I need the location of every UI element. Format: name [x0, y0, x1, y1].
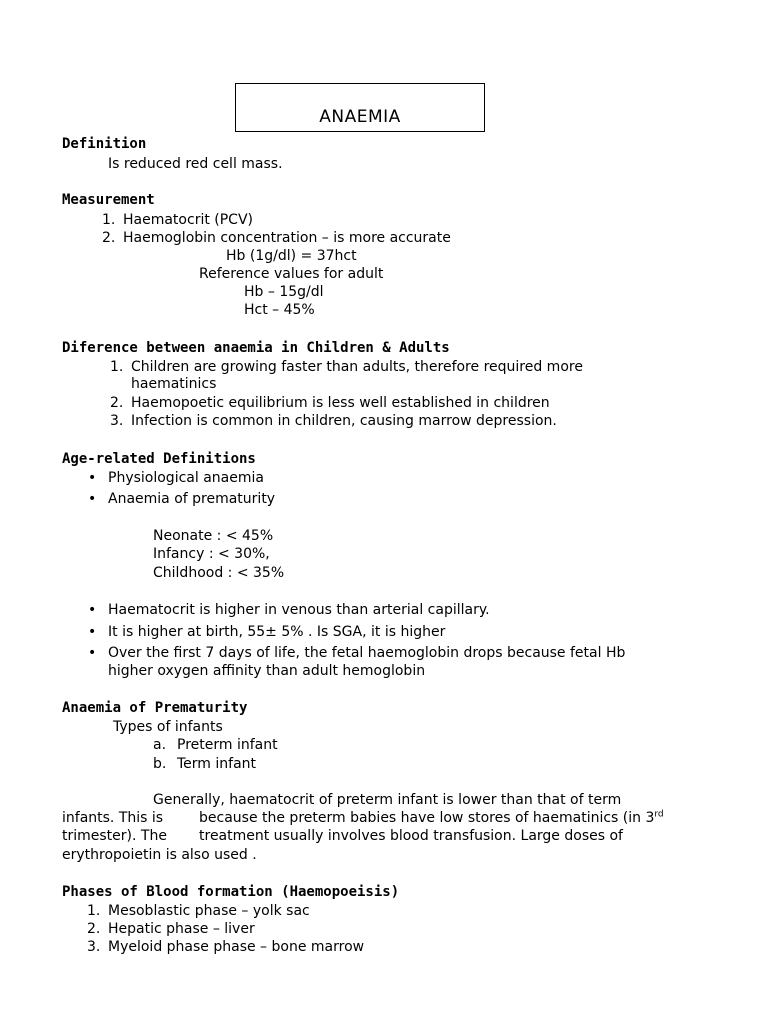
age-item-4: It is higher at birth, 55± 5% . Is SGA, it is higher [108, 624, 446, 640]
prematurity-a-label: a. [153, 737, 167, 753]
measurement-num-2: 2. [102, 230, 116, 246]
age-item-2: Anaemia of prematurity [108, 491, 276, 507]
prematurity-a: Preterm infant [177, 737, 278, 753]
phases-item-2: Hepatic phase – liver [108, 921, 255, 937]
page-title: ANAEMIA [319, 107, 401, 127]
prematurity-b: Term infant [177, 756, 257, 772]
difference-item-3: Infection is common in children, causing marrow depression. [131, 413, 557, 429]
bullet-icon: • [88, 602, 97, 618]
age-childhood: Childhood : < 35% [153, 565, 285, 581]
prematurity-para-3b: treatment usually involves blood transfusion. Large doses of [199, 828, 623, 844]
prematurity-types: Types of infants [113, 719, 223, 735]
difference-item-1b: haematinics [131, 376, 217, 392]
phases-num-2: 2. [87, 921, 101, 937]
prematurity-para-3a: trimester). The [62, 828, 167, 844]
measurement-heading: Measurement [62, 192, 155, 208]
bullet-icon: • [88, 470, 97, 486]
phases-item-1: Mesoblastic phase – yolk sac [108, 903, 310, 919]
prematurity-heading: Anaemia of Prematurity [62, 700, 248, 716]
difference-heading: Diference between anaemia in Children & Adults [62, 340, 450, 356]
bullet-icon: • [88, 491, 97, 507]
difference-num-3: 3. [110, 413, 124, 429]
bullet-icon: • [88, 624, 97, 640]
age-infancy: Infancy : < 30%, [153, 546, 270, 562]
age-item-1: Physiological anaemia [108, 470, 264, 486]
prematurity-b-label: b. [153, 756, 167, 772]
reference-hb: Hb – 15g/dl [244, 284, 324, 300]
age-neonate: Neonate : < 45% [153, 528, 274, 544]
measurement-item-1: Haematocrit (PCV) [123, 212, 253, 228]
measurement-formula: Hb (1g/dl) = 37hct [226, 248, 357, 264]
bullet-icon: • [88, 645, 97, 661]
reference-title: Reference values for adult [199, 266, 384, 282]
prematurity-para-2a: infants. This is [62, 810, 164, 826]
definition-text: Is reduced red cell mass. [108, 156, 283, 172]
measurement-num-1: 1. [102, 212, 116, 228]
phases-num-1: 1. [87, 903, 101, 919]
difference-num-1: 1. [110, 359, 124, 375]
superscript: rd [654, 809, 664, 820]
measurement-item-2: Haemoglobin concentration – is more accurate [123, 230, 451, 246]
age-heading: Age-related Definitions [62, 451, 256, 467]
definition-heading: Definition [62, 136, 147, 152]
prematurity-para-1: Generally, haematocrit of preterm infant is lower than that of term [153, 792, 622, 808]
title-box [235, 83, 485, 132]
age-item-5b: higher oxygen affinity than adult hemoglobin [108, 663, 426, 679]
phases-num-3: 3. [87, 939, 101, 955]
difference-item-1a: Children are growing faster than adults, therefore required more [131, 359, 583, 375]
prematurity-para-2b: because the preterm babies have low stores of haematinics (in 3rd [199, 809, 664, 826]
phases-heading: Phases of Blood formation (Haemopoeisis) [62, 884, 400, 900]
phases-item-3: Myeloid phase phase – bone marrow [108, 939, 365, 955]
age-item-3: Haematocrit is higher in venous than arterial capillary. [108, 602, 490, 618]
age-item-5a: Over the first 7 days of life, the fetal haemoglobin drops because fetal Hb [108, 645, 626, 661]
reference-hct: Hct – 45% [244, 302, 315, 318]
prematurity-para-4: erythropoietin is also used . [62, 847, 257, 863]
difference-item-2: Haemopoetic equilibrium is less well established in children [131, 395, 550, 411]
difference-num-2: 2. [110, 395, 124, 411]
